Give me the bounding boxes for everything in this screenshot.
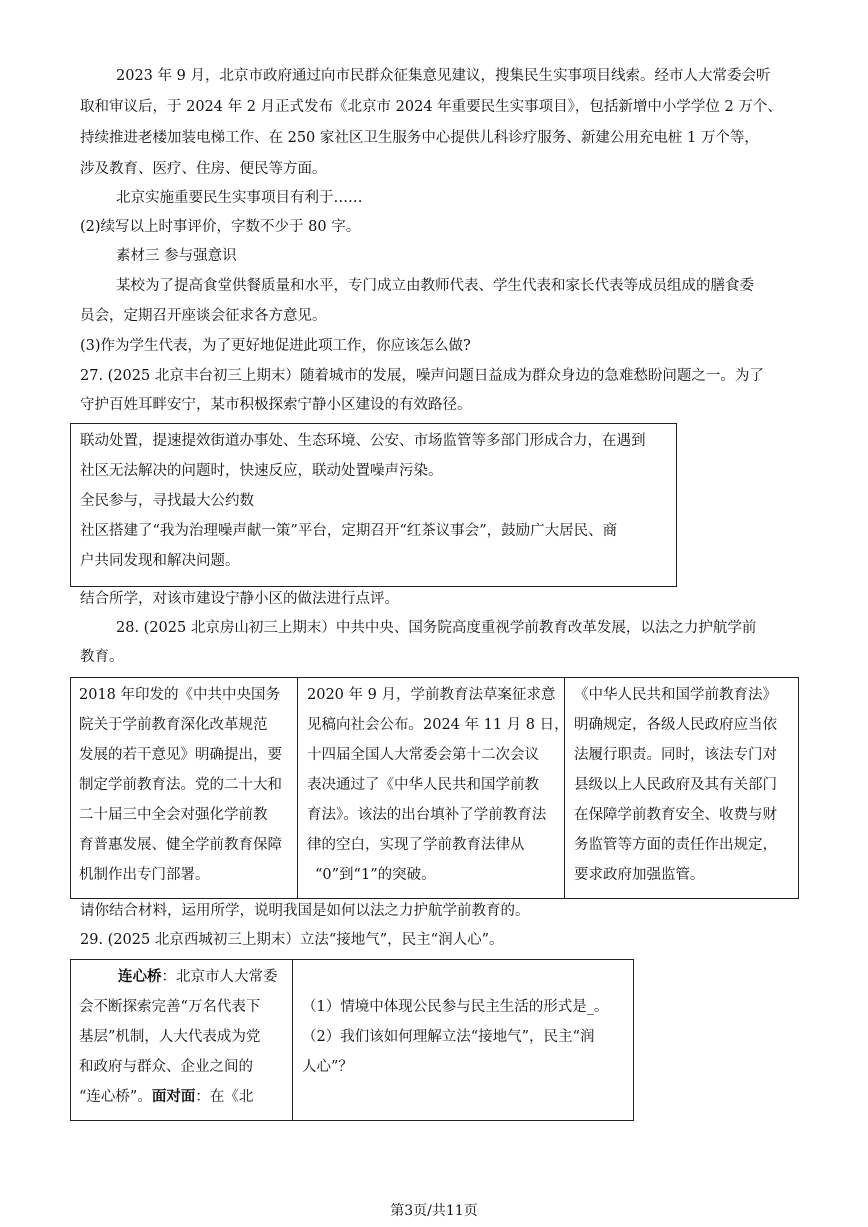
q28-col3-line: 在保障学前教育安全、收费与财 [574, 807, 777, 823]
q29-left-line-4: 和政府与群众、企业之间的 [79, 1059, 253, 1075]
q28-material-table [70, 677, 799, 899]
q27-box-line-2: 社区无法解决的问题时，快速反应，联动处置噪声污染。 [80, 463, 443, 479]
q29-right-line-3: 人心”？ [302, 1059, 353, 1075]
q27-box-line-5: 户共同发现和解决问题。 [80, 553, 240, 569]
q28-col1-line: 发展的若干意见》明确提出，要 [79, 747, 282, 763]
mianduimian-label: 面对面 [151, 1088, 196, 1105]
q28-col1-line: 育普惠发展、健全学前教育保障 [79, 837, 282, 853]
material2-line-4: 涉及教育、医疗、住房、便民等方面。 [80, 161, 327, 177]
q28-divider-1 [297, 678, 298, 898]
q28-col3-line: 务监管等方面的责任作出规定， [574, 837, 777, 853]
q28-col3-line: 《中华人民共和国学前教育法》 [574, 687, 777, 703]
q27-line-2: 守护百姓耳畔安宁，某市积极探索宁静小区建设的有效路径。 [80, 397, 472, 413]
q29-right-cell [294, 960, 633, 1120]
q29-divider [292, 960, 293, 1120]
q28-divider-2 [564, 678, 565, 898]
q28-col2-line: 表决通过了《中华人民共和国学前教 [307, 777, 539, 793]
q29-left-text: ：北京市人大常委 [161, 969, 278, 985]
q29-left-text: “连心桥”。 [79, 1089, 152, 1105]
q28-col1-line: 机制作出专门部署。 [79, 867, 210, 883]
q28-col3-line: 县级以上人民政府及其有关部门 [574, 777, 777, 793]
q28-col2-line: 律的空白，实现了学前教育法律从 [307, 837, 525, 853]
q29-right-line-1: （1）情境中体现公民参与民主生活的形式是_。 [302, 999, 609, 1015]
q28-col3-line: 明确规定，各级人民政府应当依 [574, 717, 777, 733]
q29-right-line-2: （2）我们该如何理解立法“接地气”，民主“润 [302, 1029, 595, 1045]
q29-left-line-3: 基层”机制，人大代表成为党 [79, 1029, 261, 1045]
material3-title: 素材三 参与强意识 [116, 248, 237, 264]
material2-line-3: 持续推进老楼加装电梯工作、在 250 家社区卫生服务中心提供儿科诊疗服务、新建公用充电桩 1 万个等， [80, 130, 759, 146]
material2-line-1: 2023 年 9 月，北京市政府通过向市民群众征集意见建议，搜集民生实事项目线索。经市人大常委会听 [116, 68, 771, 84]
q28-column-3 [566, 678, 798, 898]
material2-line-2: 取和审议后，于 2024 年 2 月正式发布《北京市 2024 年重要民生实事项目》，包括新增中小学学位 2 万个、 [80, 99, 782, 115]
q27-box-line-4: 社区搭建了“我为治理噪声献一策”平台，定期召开“红茶议事会”，鼓励广大居民、商 [80, 523, 618, 539]
q28-col1-line: 二十届三中全会对强化学前教 [79, 807, 268, 823]
q28-col1-line: 院关于学前教育深化改革规范 [79, 717, 268, 733]
q29-left-cell [71, 960, 292, 1120]
q28-col2-line: 见稿向社会公布。2024 年 11 月 8 日， [307, 717, 569, 733]
q28-col1-line: 制定学前教育法。党的二十大和 [79, 777, 282, 793]
q28-col2-line: “0”到“1”的突破。 [315, 867, 436, 883]
page-footer: 第3页/共11页 [390, 1203, 478, 1219]
q28-column-1 [71, 678, 297, 898]
q28-col3-line: 要求政府加强监管。 [574, 867, 705, 883]
lianxinqiao-label: 连心桥 [118, 968, 162, 985]
material3-line-2: 员会，定期召开座谈会征求各方意见。 [80, 308, 327, 324]
q27-line-1: 27. (2025 北京丰台初三上期末）随着城市的发展，噪声问题日益成为群众身边的急难愁盼问题之一。为了 [80, 368, 764, 384]
q28-line-1: 28. (2025 北京房山初三上期末）中共中央、国务院高度重视学前教育改革发展，以法之力护航学前 [116, 620, 757, 636]
q28-col2-line: 育法》。该法的出台填补了学前教育法 [307, 807, 547, 823]
q29-material-table [70, 959, 634, 1121]
material3-line-1: 某校为了提高食堂供餐质量和水平，专门成立由教师代表、学生代表和家长代表等成员组成的膳食委 [116, 278, 754, 294]
q28-line-2: 教育。 [80, 649, 124, 665]
q27-box-line-3: 全民参与，寻找最大公约数 [80, 493, 254, 509]
q28-question: 请你结合材料，运用所学，说明我国是如何以法之力护航学前教育的。 [80, 903, 530, 919]
q29-title: 29. (2025 北京西城初三上期末）立法“接地气”，民主“润人心”。 [80, 932, 504, 948]
question-2: (2)续写以上时事评价，字数不少于 80 字。 [80, 219, 361, 235]
q27-material-box [70, 423, 677, 587]
q29-left-line-5 [79, 1087, 253, 1107]
q28-col2-line: 十四届全国人大常委会第十二次会议 [307, 747, 539, 763]
q28-col1-line: 2018 年印发的《中共中央国务 [79, 687, 281, 703]
material2-prompt: 北京实施重要民生实事项目有利于…… [116, 190, 363, 206]
q29-left-line-1 [118, 967, 278, 987]
q28-col2-line: 2020 年 9 月，学前教育法草案征求意 [307, 687, 556, 703]
q29-left-line-2: 会不断探索完善“万名代表下 [79, 999, 261, 1015]
q29-left-text: ：在《北 [195, 1089, 254, 1105]
q27-box-line-1: 联动处置，提速提效街道办事处、生态环境、公安、市场监管等多部门形成合力，在遇到 [80, 433, 646, 449]
question-3: (3)作为学生代表，为了更好地促进此项工作，你应该怎么做? [80, 338, 471, 354]
q28-col3-line: 法履行职责。同时，该法专门对 [574, 747, 777, 763]
q28-column-2 [299, 678, 569, 898]
q27-question: 结合所学，对该市建设宁静小区的做法进行点评。 [80, 591, 399, 607]
